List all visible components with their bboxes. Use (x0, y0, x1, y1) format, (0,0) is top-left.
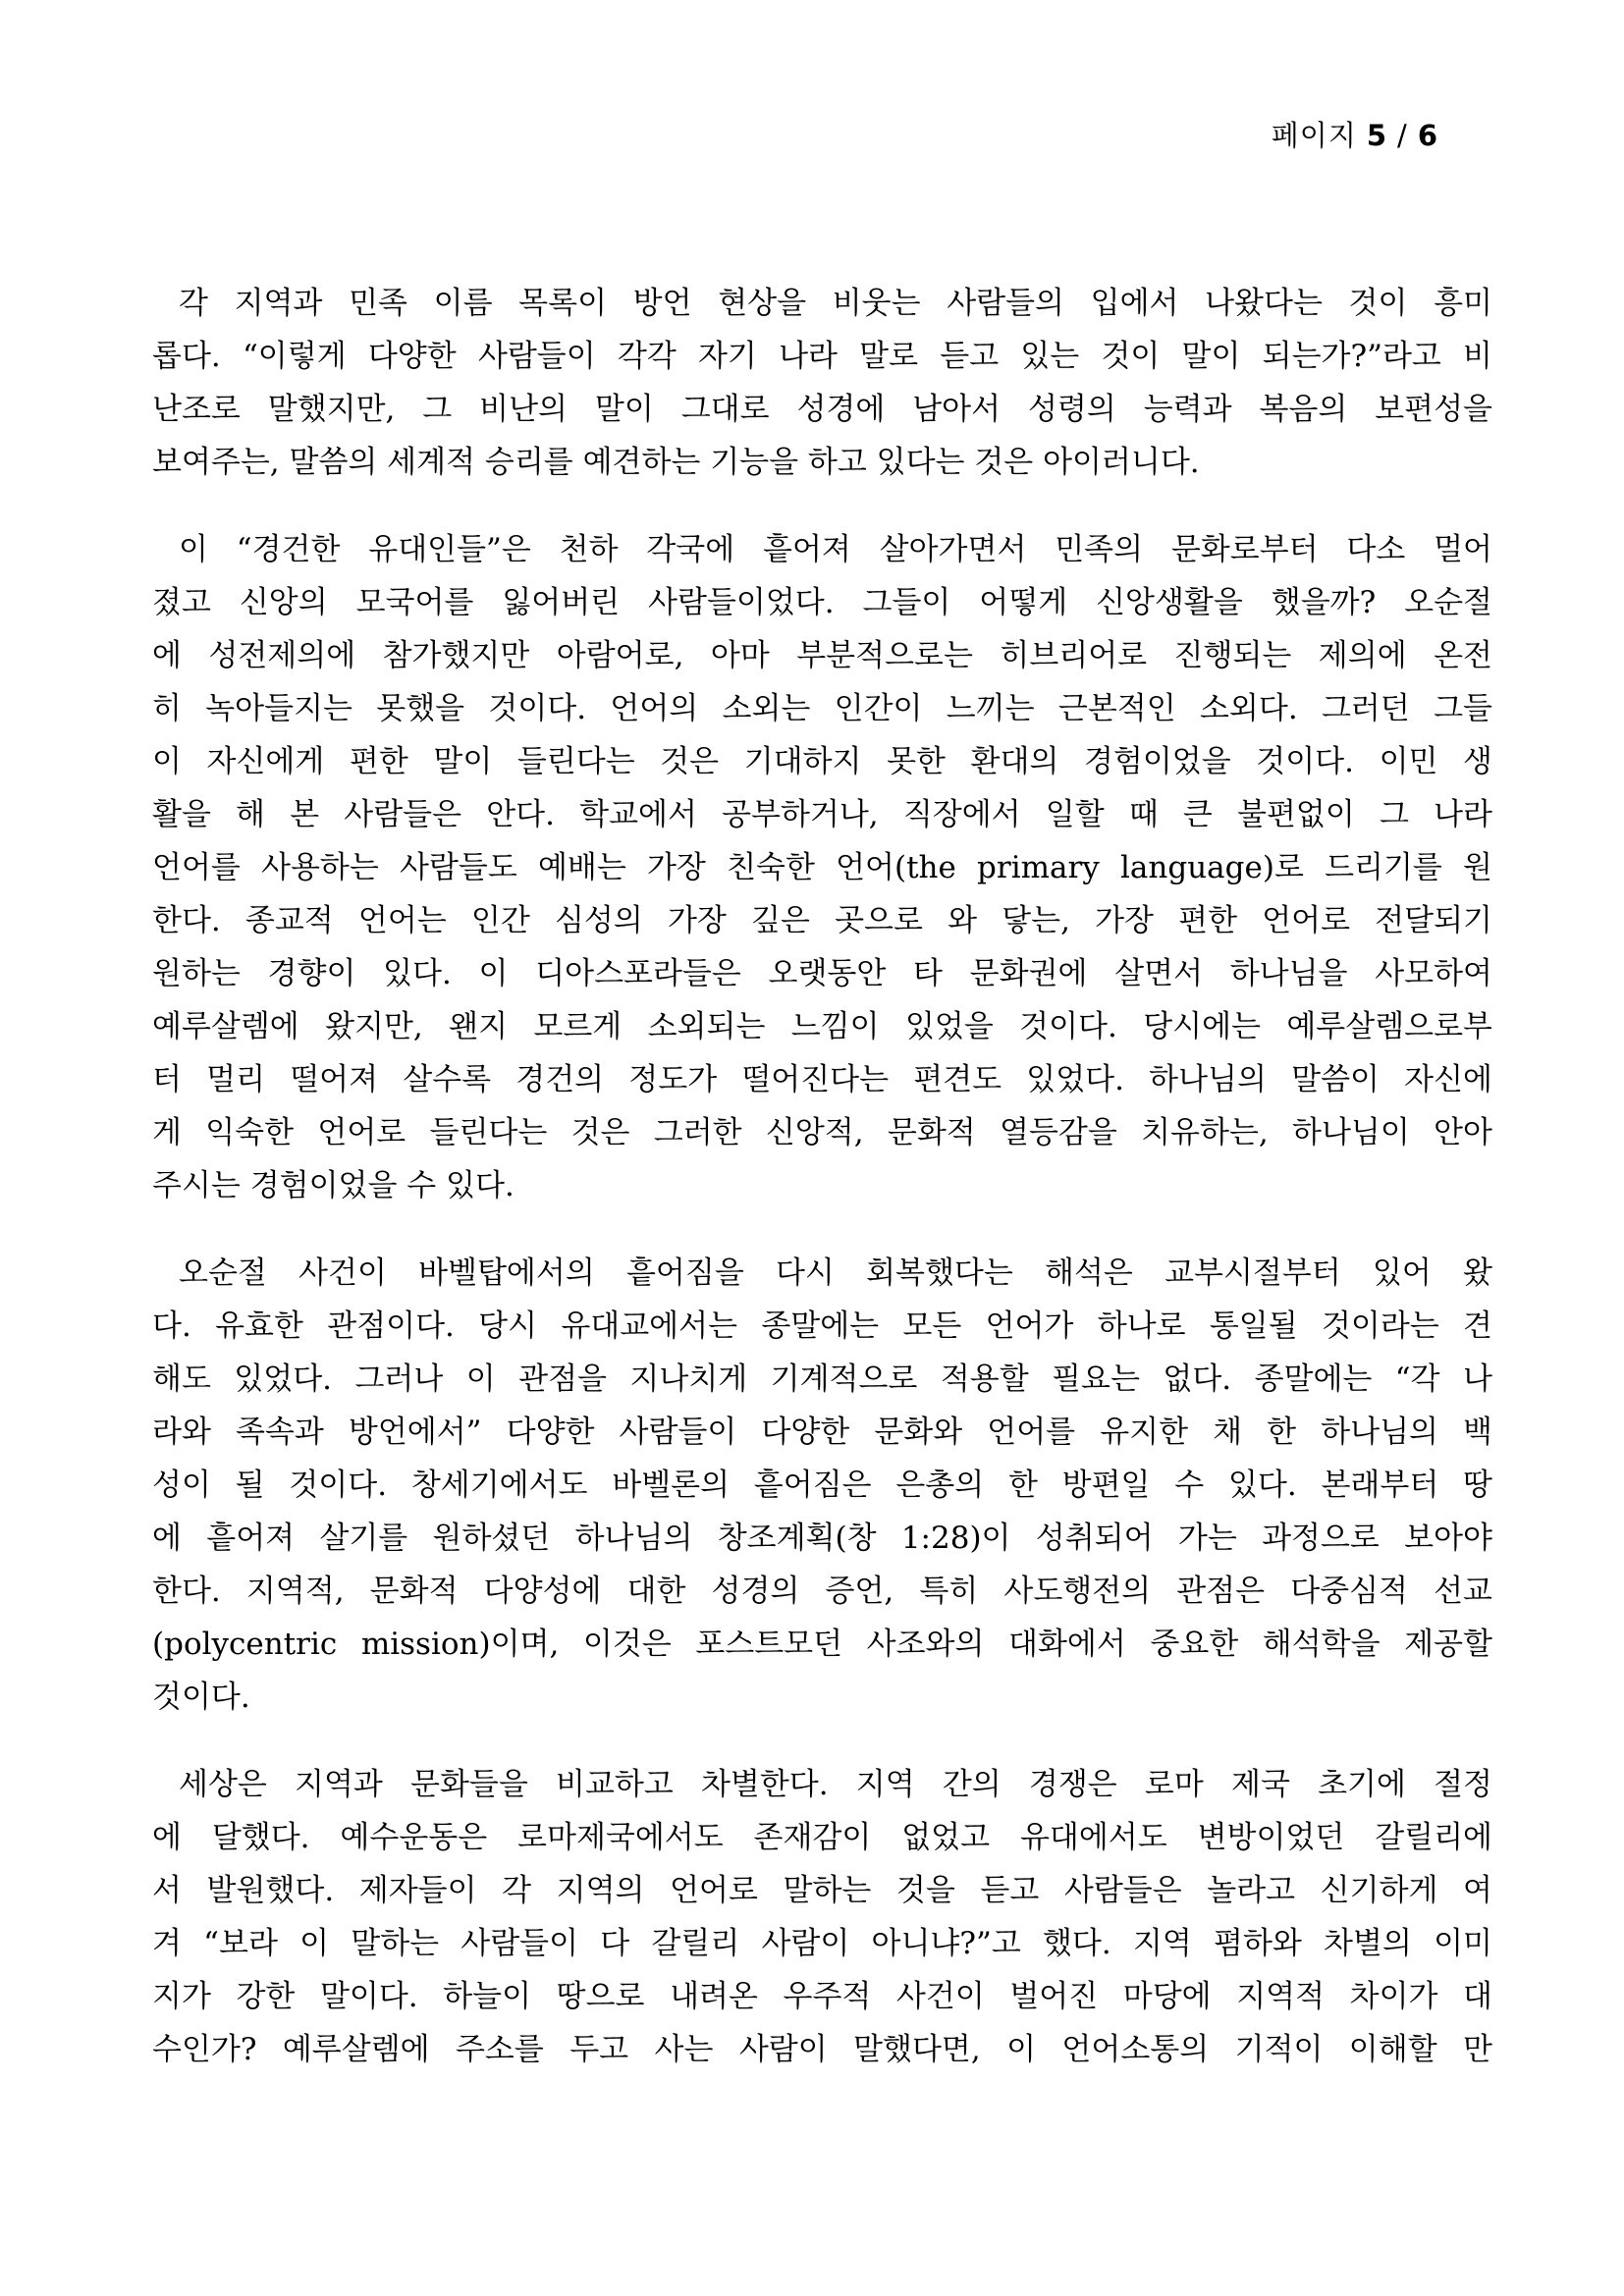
text-line: 다. 유효한 관점이다. 당시 유대교에서는 종말에는 모든 언어가 하나로 통일될 것이라는 견 (152, 1308, 1492, 1344)
paragraph-2 (152, 523, 1492, 1212)
text-line: 세상은 지역과 문화들을 비교하고 차별한다. 지역 간의 경쟁은 로마 제국 초기에 절정 (179, 1767, 1492, 1802)
text-line: 것이다. (152, 1680, 250, 1715)
text-line: 한다. 지역적, 문화적 다양성에 대한 성경의 증언, 특히 사도행전의 관점은 다중심적 선교 (152, 1574, 1492, 1609)
text-line: 원하는 경향이 있다. 이 디아스포라들은 오랫동안 타 문화권에 살면서 하나님을 사모하여 (152, 956, 1492, 991)
text-line: 난조로 말했지만, 그 비난의 말이 그대로 성경에 남아서 성령의 능력과 복음의 보편성을 (152, 392, 1492, 427)
total-page-number: 6 (1417, 119, 1438, 152)
text-line: 주시는 경험이었을 수 있다. (152, 1168, 514, 1203)
text-line: 한다. 종교적 언어는 인간 심성의 가장 깊은 곳으로 와 닿는, 가장 편한 언어로 전달되기 (152, 903, 1492, 938)
text-line: 에 달했다. 예수운동은 로마제국에서도 존재감이 없었고 유대에서도 변방이었던 갈릴리에 (152, 1820, 1492, 1855)
text-line: 히 녹아들지는 못했을 것이다. 언어의 소외는 인간이 느끼는 근본적인 소외다. 그러던 그들 (152, 691, 1492, 726)
text-line: 오순절 사건이 바벨탑에서의 흩어짐을 다시 회복했다는 해석은 교부시절부터 있어 왔 (179, 1255, 1492, 1291)
current-page-number: 5 (1366, 119, 1388, 152)
text-line: 라와 족속과 방언에서” 다양한 사람들이 다양한 문화와 언어를 유지한 채 한 하나님의 백 (152, 1415, 1492, 1450)
document-body (152, 277, 1492, 2076)
text-line: 활을 해 본 사람들은 안다. 학교에서 공부하거나, 직장에서 일할 때 큰 불편없이 그 나라 (152, 797, 1492, 832)
page-number-label: 페이지 (1271, 119, 1357, 152)
text-line: 언어를 사용하는 사람들도 예배는 가장 친숙한 언어(the primary language)로 드리기를 원 (152, 850, 1492, 885)
text-line: 겨 “보라 이 말하는 사람들이 다 갈릴리 사람이 아니냐?”고 했다. 지역 폄하와 차별의 이미 (152, 1926, 1492, 1961)
text-line: 예루살렘에 왔지만, 왠지 모르게 소외되는 느낌이 있었을 것이다. 당시에는 예루살렘으로부 (152, 1009, 1492, 1044)
text-line: 졌고 신앙의 모국어를 잃어버린 사람들이었다. 그들이 어떻게 신앙생활을 했을까? 오순절 (152, 585, 1492, 620)
paragraph-3 (152, 1247, 1492, 1724)
text-line: 보여주는, 말씀의 세계적 승리를 예견하는 기능을 하고 있다는 것은 아이러니다. (152, 445, 1200, 480)
text-line: 게 익숙한 언어로 들린다는 것은 그러한 신앙적, 문화적 열등감을 치유하는, 하나님이 안아 (152, 1115, 1492, 1150)
text-line: 수인가? 예루살렘에 주소를 두고 사는 사람이 말했다면, 이 언어소통의 기적이 이해할 만 (152, 2032, 1492, 2067)
text-line: 이 자신에게 편한 말이 들린다는 것은 기대하지 못한 환대의 경험이었을 것이다. 이민 생 (152, 744, 1492, 779)
paragraph-1 (152, 277, 1492, 489)
text-line: 지가 강한 말이다. 하늘이 땅으로 내려온 우주적 사건이 벌어진 마당에 지역적 차이가 대 (152, 1979, 1492, 2014)
text-line: 에 성전제의에 참가했지만 아람어로, 아마 부분적으로는 히브리어로 진행되는 제의에 온전 (152, 638, 1492, 673)
text-line: 각 지역과 민족 이름 목록이 방언 현상을 비웃는 사람들의 입에서 나왔다는 것이 흥미 (179, 286, 1492, 321)
text-line: 터 멀리 떨어져 살수록 경건의 정도가 떨어진다는 편견도 있었다. 하나님의 말씀이 자신에 (152, 1062, 1492, 1097)
text-line: (polycentric mission)이며, 이것은 포스트모던 사조와의 대화에서 중요한 해석학을 제공할 (152, 1627, 1492, 1662)
text-line: 이 “경건한 유대인들”은 천하 각국에 흩어져 살아가면서 민족의 문화로부터 다소 멀어 (179, 532, 1492, 567)
text-line: 롭다. “이렇게 다양한 사람들이 각각 자기 나라 말로 듣고 있는 것이 말이 되는가?”라고 비 (152, 339, 1492, 374)
text-line: 해도 있었다. 그러나 이 관점을 지나치게 기계적으로 적용할 필요는 없다. 종말에는 “각 나 (152, 1362, 1492, 1397)
text-line: 성이 될 것이다. 창세기에서도 바벨론의 흩어짐은 은총의 한 방편일 수 있다. 본래부터 땅 (152, 1468, 1492, 1503)
page-number-separator: / (1397, 119, 1408, 152)
text-line: 에 흩어져 살기를 원하셨던 하나님의 창조계획(창 1:28)이 성취되어 가는 과정으로 보아야 (152, 1521, 1492, 1556)
paragraph-4 (152, 1758, 1492, 2076)
text-line: 서 발원했다. 제자들이 각 지역의 언어로 말하는 것을 듣고 사람들은 놀라고 신기하게 여 (152, 1873, 1492, 1908)
page-header (1272, 116, 1438, 155)
